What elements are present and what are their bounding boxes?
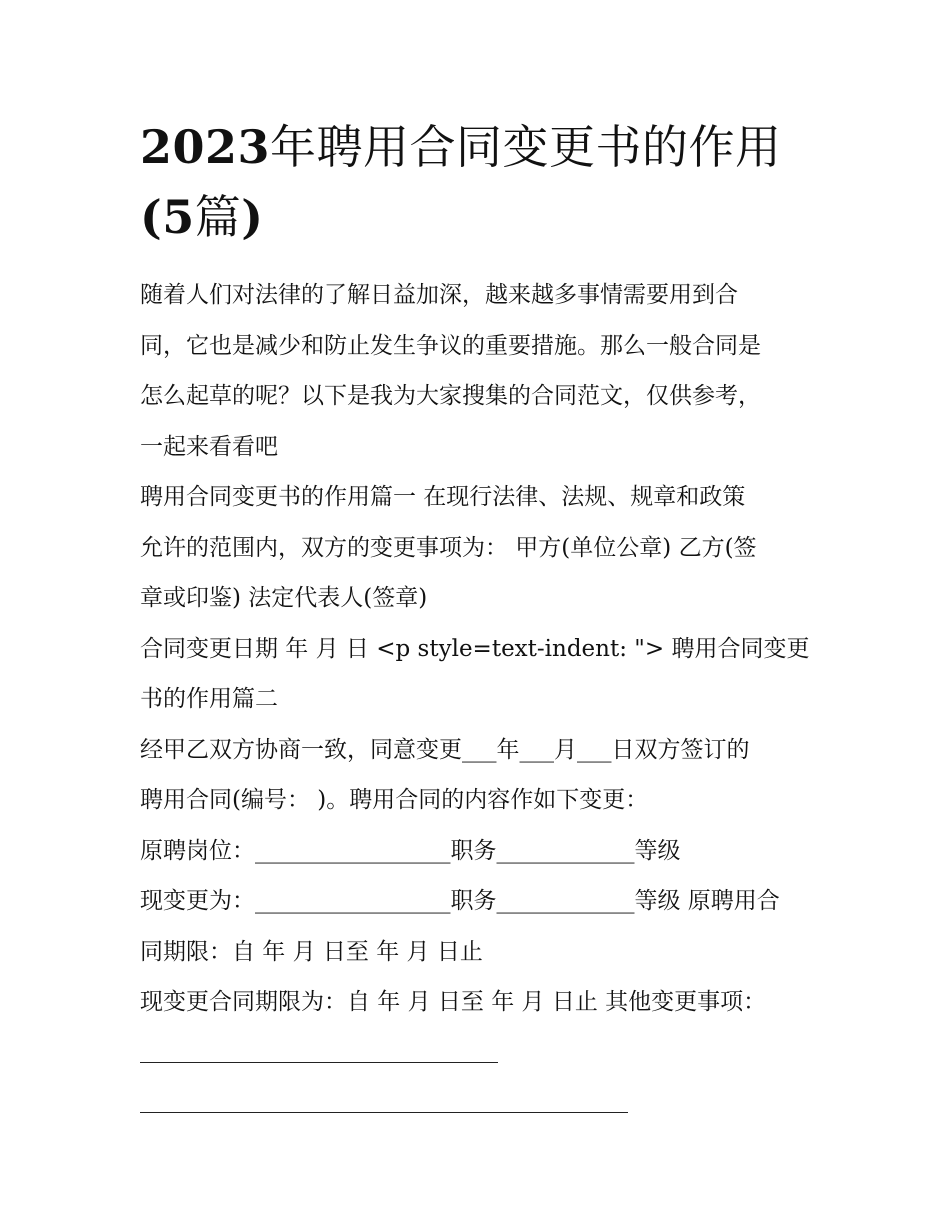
intro-paragraph xyxy=(140,270,820,472)
title-count-open: (5 xyxy=(140,190,195,244)
original-term-line: 同期限：自 年 月 日至 年 月 日止 xyxy=(140,938,483,965)
section-2-line: 经甲乙双方协商一致，同意变更___年___月___日双方签订的 xyxy=(140,736,750,763)
section-1-date-paragraph xyxy=(140,624,820,725)
title-year: 2023 xyxy=(140,120,271,174)
title-line-1 xyxy=(140,112,820,182)
title-text: 年聘用合同变更书的作用 xyxy=(270,120,782,174)
section-2-line: 聘用合同(编号： )。聘用合同的内容作如下变更： xyxy=(140,787,649,813)
section-1-line: 允许的范围内，双方的变更事项为： 甲方(单位公章) 乙方(签 xyxy=(140,534,757,561)
intro-line: 一起来看看吧 xyxy=(140,433,278,460)
section-2-paragraph xyxy=(140,725,820,826)
section-1-date-line: 合同变更日期 年 月 日 <p style=text-indent: "> 聘用合同变更 xyxy=(140,635,810,662)
document-body xyxy=(140,112,820,1129)
blank-fill-line-short xyxy=(140,1028,820,1079)
title-count-unit: 篇 xyxy=(194,190,242,244)
changed-term-line: 现变更合同期限为：自 年 月 日至 年 月 日止 其他变更事项： xyxy=(140,989,767,1015)
section-2-heading-line: 书的作用篇二 xyxy=(140,686,278,712)
title-count-close: ) xyxy=(241,190,264,244)
section-1-line: 聘用合同变更书的作用篇一 在现行法律、法规、规章和政策 xyxy=(140,484,746,510)
original-position-paragraph xyxy=(140,826,820,877)
changed-term-paragraph xyxy=(140,977,820,1129)
section-1-line: 章或印鉴) 法定代表人(签章) xyxy=(140,585,428,611)
title-line-2 xyxy=(140,182,820,252)
changed-position-line: 现变更为：_________________职务____________等级 原聘用合 xyxy=(140,888,780,914)
intro-line: 同，它也是减少和防止发生争议的重要措施。那么一般合同是 xyxy=(140,332,761,359)
intro-line: 随着人们对法律的了解日益加深，越来越多事情需要用到合 xyxy=(140,282,738,308)
section-1-paragraph xyxy=(140,472,820,624)
blank-fill-line-long xyxy=(140,1078,820,1129)
changed-position-paragraph xyxy=(140,876,820,977)
document-title xyxy=(140,112,820,252)
original-position-line: 原聘岗位：_________________职务____________等级 xyxy=(140,837,681,864)
intro-line: 怎么起草的呢？以下是我为大家搜集的合同范文，仅供参考， xyxy=(140,383,761,409)
